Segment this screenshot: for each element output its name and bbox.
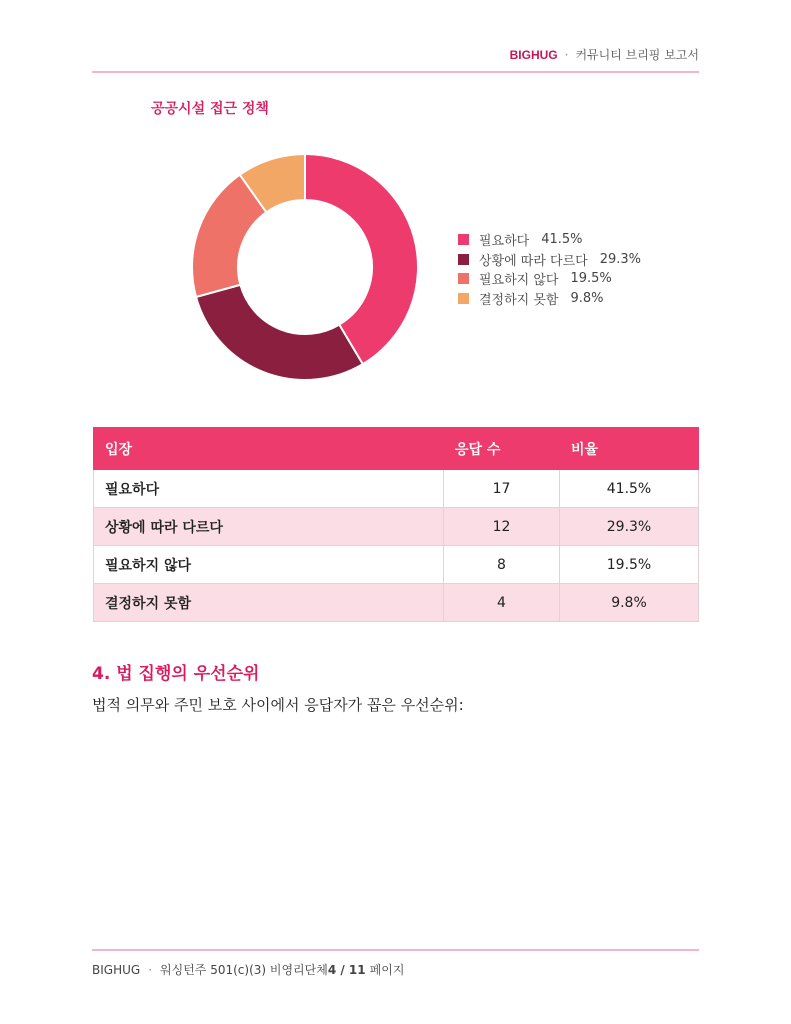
stance-table <box>93 427 699 622</box>
header-separator: · <box>564 47 569 62</box>
table-row <box>94 584 699 622</box>
legend-swatch <box>458 273 469 284</box>
legend-label: 결정하지 못함 <box>479 292 559 308</box>
legend-value: 19.5% <box>570 271 612 287</box>
legend-swatch <box>458 234 469 245</box>
row-ratio: 41.5% <box>560 470 699 508</box>
row-stance: 결정하지 못함 <box>94 584 444 622</box>
legend-item <box>458 250 641 270</box>
header-report-title: 커뮤니티 브리핑 보고서 <box>575 48 699 62</box>
legend-swatch <box>458 254 469 265</box>
table-row <box>94 508 699 546</box>
row-count: 4 <box>444 584 560 622</box>
donut-chart-svg <box>190 152 420 382</box>
chart-legend <box>458 230 641 308</box>
legend-item <box>458 269 641 289</box>
table-header-row <box>94 428 699 470</box>
page-footer <box>92 949 699 978</box>
footer-brand: BIGHUG <box>92 962 141 977</box>
row-ratio: 19.5% <box>560 546 699 584</box>
donut-slice <box>196 285 363 380</box>
legend-value: 29.3% <box>599 251 642 267</box>
row-stance: 필요하지 않다 <box>94 546 444 584</box>
table-row <box>94 470 699 508</box>
header-stance: 입장 <box>94 428 444 470</box>
header-brand: BIGHUG <box>509 47 558 62</box>
legend-label: 필요하지 않다 <box>479 273 559 289</box>
row-count: 8 <box>444 546 560 584</box>
header-ratio: 비율 <box>560 428 699 470</box>
footer-separator: · <box>148 962 153 977</box>
legend-value: 9.8% <box>570 290 604 306</box>
footer-org: 워싱턴주 501(c)(3) 비영리단체 <box>160 963 328 977</box>
legend-value: 41.5% <box>541 232 583 248</box>
legend-item <box>458 289 641 309</box>
footer-page-number: 4 / 11 <box>327 962 366 977</box>
row-stance: 상황에 따라 다르다 <box>94 508 444 546</box>
row-ratio: 29.3% <box>560 508 699 546</box>
legend-label: 상황에 따라 다르다 <box>479 253 588 269</box>
row-stance: 필요하다 <box>94 470 444 508</box>
row-ratio: 9.8% <box>560 584 699 622</box>
row-count: 12 <box>444 508 560 546</box>
section-title: 4. 법 집행의 우선순위 <box>92 664 260 684</box>
legend-item <box>458 230 641 250</box>
section-text: 법적 의무와 주민 보호 사이에서 응답자가 꼽은 우선순위: <box>92 696 464 714</box>
header-count: 응답 수 <box>444 428 560 470</box>
footer-page-suffix: 페이지 <box>369 963 405 977</box>
donut-chart <box>190 152 420 382</box>
legend-label: 필요하다 <box>479 234 530 250</box>
table-row <box>94 546 699 584</box>
page-header <box>92 40 699 73</box>
legend-swatch <box>458 293 469 304</box>
chart-title: 공공시설 접근 정책 <box>151 101 269 117</box>
row-count: 17 <box>444 470 560 508</box>
